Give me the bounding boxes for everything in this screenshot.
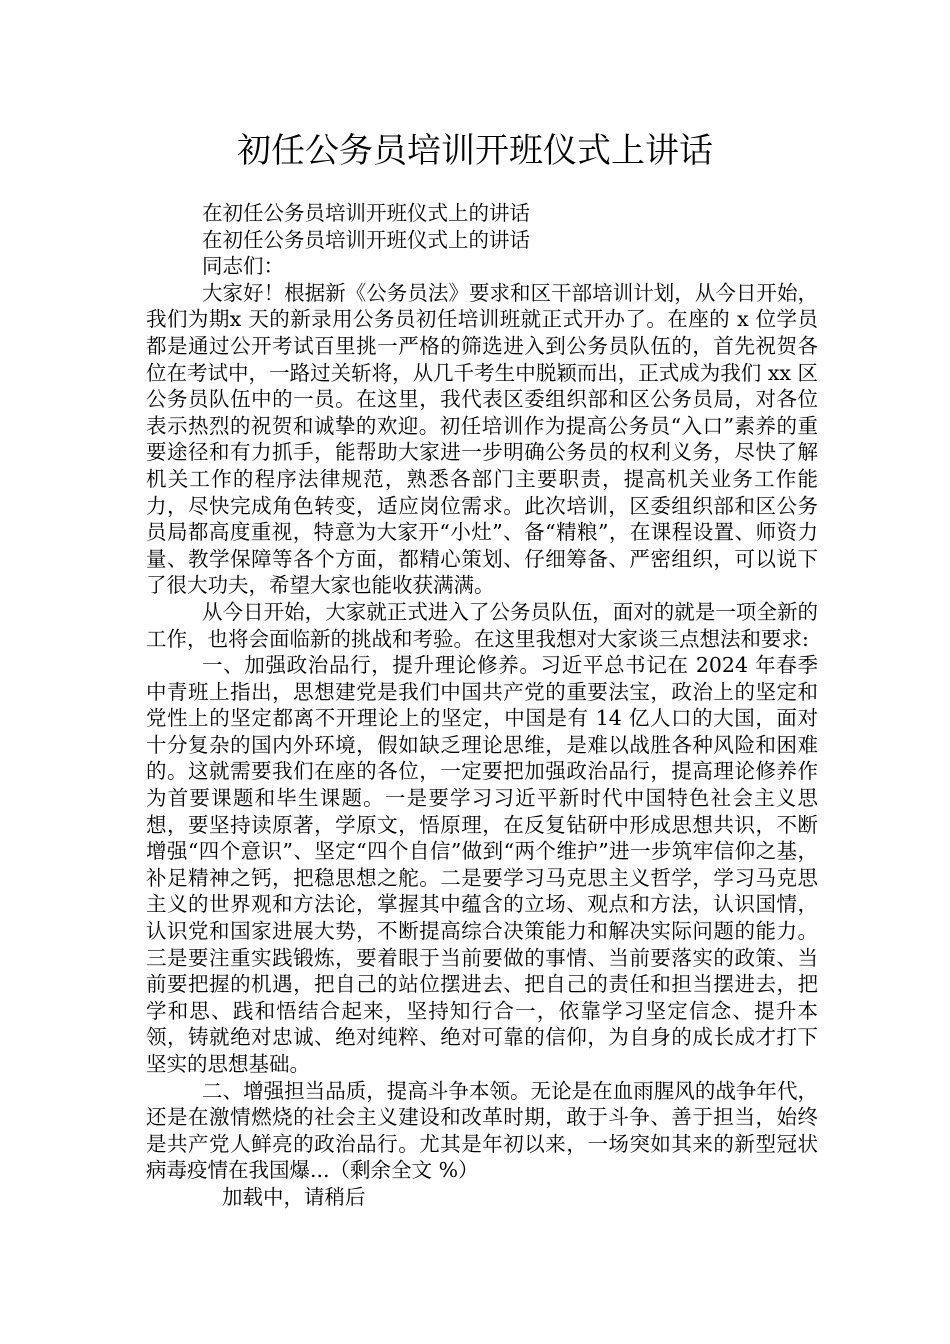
paragraph: 一、加强政治品行，提升理论修养。习近平总书记在 2024 年春季中青班上指出，思想建党是我们中国共产党的重要法宝，政治上的坚定和党性上的坚定都离不开理论上的坚定，中国是有 14 亿人口的大国，面对十分复杂的国内外环境，假如缺乏理论思维，是难以战胜各种风险和困难的。这就需要我们在座的各位，一定要把加强政治品行，提高理论修养作为首要课题和毕生课题。一是要学习习近平新时代中国特色社会主义思想，要坚持读原著，学原文，悟原理，在反复钻研中形成思想共识，不断增强“四个意识”、坚定“四个自信”做到“两个维护”进一步筑牢信仰之基，补足精神之钙，把稳思想之舵。二是要学习马克思主义哲学，学习马克思主义的世界观和方法论，掌握其中蕴含的立场、观点和方法，认识国情，认识党和国家进展大势，不断提高综合决策能力和解决实际问题的能力。三是要注重实践锻炼，要着眼于当前要做的事情、当前要落实的政策、当前要把握的机遇，把自己的站位摆进去、把自己的责任和担当摆进去，把学和思、践和悟结合起来，坚持知行合一，依靠学习坚定信念、提升本领，铸就绝对忠诚、绝对纯粹、绝对可靠的信仰，为自身的成长成才打下坚实的思想基础。	[146, 653, 818, 1076]
subtitle-line: 在初任公务员培训开班仪式上的讲话	[202, 227, 530, 252]
paragraph: 二、增强担当品质，提高斗争本领。无论是在血雨腥风的战争年代，还是在激情燃烧的社会主义建设和改革时期，敢于斗争、善于担当，始终是共产党人鲜亮的政治品行。尤其是年初以来，一场突如其来的新型冠状病毒疫情在我国爆...（剩余全文 %）	[146, 1078, 818, 1183]
salutation: 同志们：	[202, 254, 284, 279]
subtitle-line: 在初任公务员培训开班仪式上的讲话	[202, 201, 530, 225]
document-body	[146, 200, 818, 1211]
loading-text: 加载中，请稍后	[222, 1184, 366, 1209]
document-title: 初任公务员培训开班仪式上讲话	[237, 131, 713, 171]
paragraph: 大家好！根据新《公务员法》要求和区干部培训计划，从今日开始，我们为期x 天的新录用公务员初任培训班就正式开办了。在座的 x 位学员都是通过公开考试百里挑一严格的筛选进入到公务员队伍的，首先祝贺各位在考试中，一路过关斩将，从几千考生中脱颖而出，正式成为我们 xx 区公务员队伍中的一员。在这里，我代表区委组织部和区公务员局，对各位表示热烈的祝贺和诚挚的欢迎。初任培训作为提高公务员“入口”素养的重要途径和有力抓手，能帮助大家进一步明确公务员的权利义务，尽快了解机关工作的程序法律规范，熟悉各部门主要职责，提高机关业务工作能力，尽快完成角色转变，适应岗位需求。此次培训，区委组织部和区公务员局都高度重视，特意为大家开“小灶”、备“精粮”，在课程设置、师资力量、教学保障等各个方面，都精心策划、仔细筹备、严密组织，可以说下了很大功夫，希望大家也能收获满满。	[146, 280, 818, 598]
paragraph: 从今日开始，大家就正式进入了公务员队伍，面对的就是一项全新的工作，也将会面临新的挑战和考验。在这里我想对大家谈三点想法和要求:	[146, 599, 818, 651]
